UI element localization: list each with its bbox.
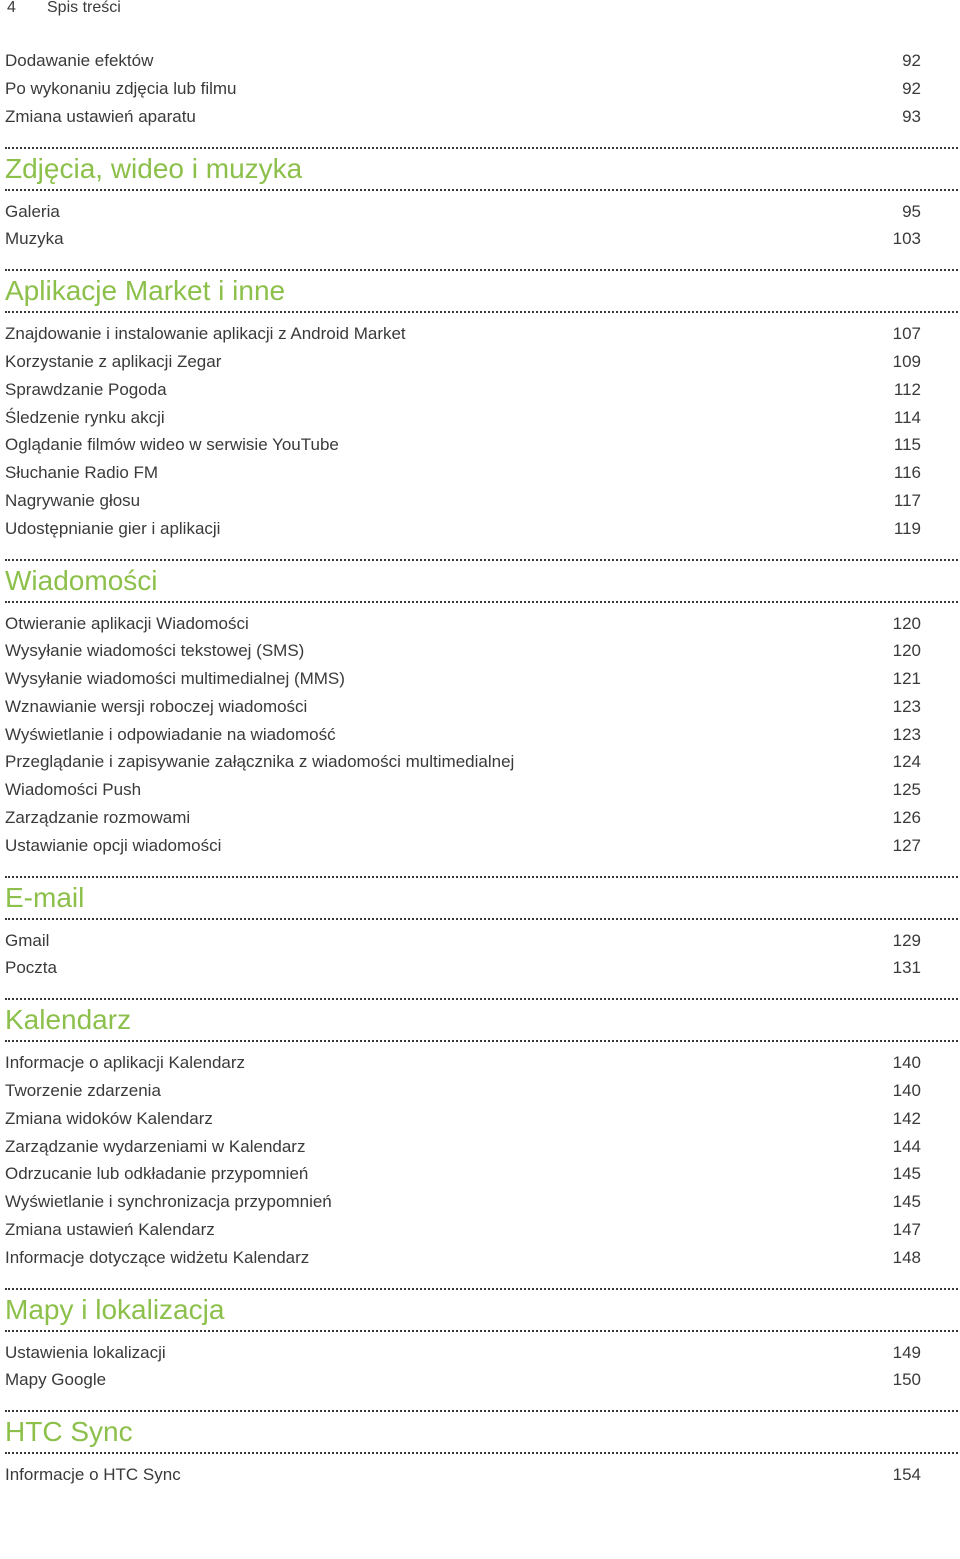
toc-entry-title: Poczta [5, 958, 57, 978]
toc-entry-title: Zmiana ustawień aparatu [5, 106, 196, 126]
toc-entry-page-number: 115 [893, 435, 921, 455]
page-header-title: Spis treści [47, 0, 121, 16]
toc-entry[interactable] [5, 955, 921, 981]
toc-entry-page-number: 123 [892, 696, 921, 716]
section-divider [5, 1410, 958, 1412]
section-heading-underline [5, 601, 958, 603]
section-divider [5, 559, 958, 561]
toc-entry-page-number: 114 [893, 407, 921, 427]
toc-entry[interactable] [5, 777, 921, 803]
toc-entry[interactable] [5, 666, 921, 692]
toc-entry-page-number: 126 [892, 807, 921, 827]
toc-entry-title: Nagrywanie głosu [5, 490, 141, 510]
toc-entry[interactable] [5, 1106, 921, 1132]
toc-entry-title: Wyświetlanie i synchronizacja przypomnień [5, 1192, 332, 1211]
toc-entry[interactable] [5, 1340, 921, 1366]
toc-entry-title: Przeglądanie i zapisywanie załącznika z wiadomości multimedialnej [5, 752, 515, 772]
toc-entry[interactable] [5, 749, 921, 775]
toc-entry-title: Sprawdzanie Pogoda [5, 379, 167, 399]
toc-entry-page-number: 140 [892, 1053, 921, 1073]
toc-entry-page-number: 145 [892, 1164, 921, 1184]
section-divider [5, 1288, 958, 1290]
toc-entry[interactable] [5, 805, 921, 831]
toc-entry[interactable] [5, 432, 921, 458]
toc-entry-title: Otwieranie aplikacji Wiadomości [5, 613, 249, 633]
toc-entry-page-number: 147 [892, 1219, 921, 1239]
toc-entry-page-number: 92 [902, 78, 921, 98]
toc-entry-page-number: 117 [893, 490, 921, 510]
toc-entry-title: Muzyka [5, 229, 64, 249]
toc-entry-title: Śledzenie rynku akcji [5, 407, 165, 427]
toc-entry-page-number: 145 [892, 1192, 921, 1211]
toc-entry-page-number: 148 [892, 1247, 921, 1267]
toc-entry-title: Zarządzanie wydarzeniami w Kalendarz [5, 1136, 306, 1156]
toc-entry-page-number: 92 [902, 51, 921, 70]
toc-entry-page-number: 93 [902, 106, 921, 126]
section-divider [5, 147, 958, 149]
toc-entry[interactable] [5, 349, 921, 375]
toc-entry-title: Informacje o HTC Sync [5, 1465, 181, 1485]
toc-entry-title: Informacje dotyczące widżetu Kalendarz [5, 1247, 310, 1267]
toc-entry-page-number: 112 [893, 379, 921, 399]
toc-entry-title: Oglądanie filmów wideo w serwisie YouTube [5, 435, 339, 455]
section-divider [5, 269, 958, 271]
section-heading-underline [5, 1040, 958, 1042]
toc-entry-page-number: 129 [892, 930, 921, 950]
toc-entry[interactable] [5, 1462, 921, 1488]
section-divider [5, 876, 958, 878]
toc-entry-title: Ustawianie opcji wiadomości [5, 835, 222, 855]
toc-entry-title: Galeria [5, 201, 60, 221]
toc-entry[interactable] [5, 928, 921, 954]
toc-entry-page-number: 109 [892, 352, 921, 371]
toc-entry-page-number: 144 [892, 1136, 921, 1156]
toc-entry-page-number: 120 [892, 613, 921, 633]
toc-entry[interactable] [5, 638, 921, 664]
toc-entry-page-number: 154 [892, 1465, 921, 1485]
toc-entry-page-number: 127 [892, 835, 921, 855]
toc-entry[interactable] [5, 405, 921, 431]
toc-entry-title: Odrzucanie lub odkładanie przypomnień [5, 1164, 309, 1184]
toc-entry-page-number: 149 [892, 1342, 921, 1362]
toc-entry-page-number: 119 [893, 518, 921, 538]
section-heading[interactable]: Zdjęcia, wideo i muzyka [5, 152, 303, 184]
section-heading[interactable]: Wiadomości [5, 564, 158, 596]
toc-entry-page-number: 123 [892, 724, 921, 744]
toc-entry[interactable] [5, 1245, 921, 1271]
toc-entry-title: Mapy Google [5, 1370, 107, 1390]
toc-entry-page-number: 131 [892, 958, 921, 978]
section-heading[interactable]: Kalendarz [5, 1004, 132, 1036]
toc-entry-page-number: 103 [892, 229, 921, 249]
toc-entry[interactable] [5, 377, 921, 403]
section-heading-underline [5, 918, 958, 920]
toc-entry-page-number: 124 [892, 752, 921, 772]
toc-entry[interactable] [5, 1134, 921, 1160]
toc-entry[interactable] [5, 488, 921, 514]
toc-entry-title: Słuchanie Radio FM [5, 463, 159, 482]
toc-entry[interactable] [5, 321, 921, 347]
toc-entry[interactable] [5, 1078, 921, 1104]
section-heading-underline [5, 1330, 958, 1332]
section-heading[interactable]: Mapy i lokalizacja [5, 1293, 225, 1325]
toc-entry[interactable] [5, 199, 921, 225]
toc-entry[interactable] [5, 1189, 921, 1215]
toc-entry-title: Gmail [5, 930, 50, 950]
toc-entry-title: Zarządzanie rozmowami [5, 807, 191, 827]
section-divider [5, 998, 958, 1000]
section-heading-underline [5, 189, 958, 191]
toc-entry-title: Korzystanie z aplikacji Zegar [5, 352, 222, 371]
toc-entry[interactable] [5, 48, 921, 74]
toc-entry[interactable] [5, 1050, 921, 1076]
toc-entry-page-number: 116 [893, 463, 921, 482]
section-heading[interactable]: Aplikacje Market i inne [5, 275, 286, 307]
toc-entry[interactable] [5, 1367, 921, 1393]
toc-entry[interactable] [5, 76, 921, 102]
toc-entry-title: Tworzenie zdarzenia [5, 1081, 161, 1100]
toc-entry[interactable] [5, 694, 921, 720]
toc-entry-page-number: 142 [892, 1108, 921, 1128]
toc-entry[interactable] [5, 226, 921, 252]
toc-entry-title: Dodawanie efektów [5, 51, 154, 70]
toc-entry-title: Informacje o aplikacji Kalendarz [5, 1053, 246, 1073]
toc-entry[interactable] [5, 722, 921, 748]
toc-entry[interactable] [5, 516, 921, 542]
toc-entry-title: Wznawianie wersji roboczej wiadomości [5, 696, 308, 716]
toc-entry-title: Wysyłanie wiadomości tekstowej (SMS) [5, 641, 305, 661]
toc-entry-page-number: 140 [892, 1081, 921, 1100]
section-heading[interactable]: E-mail [5, 881, 85, 913]
toc-entry-title: Wiadomości Push [5, 780, 142, 799]
toc-entry-title: Zmiana widoków Kalendarz [5, 1108, 213, 1128]
toc-entry-page-number: 107 [892, 324, 921, 344]
toc-entry-title: Znajdowanie i instalowanie aplikacji z Android Market [5, 324, 406, 344]
toc-entry[interactable] [5, 1217, 921, 1243]
toc-entry-page-number: 125 [892, 780, 921, 799]
toc-entry-title: Zmiana ustawień Kalendarz [5, 1219, 215, 1239]
toc-entry-page-number: 120 [892, 641, 921, 661]
toc-entry[interactable] [5, 104, 921, 130]
page-number: 4 [7, 0, 16, 16]
toc-entry[interactable] [5, 460, 921, 486]
toc-entry-title: Wysyłanie wiadomości multimedialnej (MMS) [5, 669, 345, 688]
toc-entry-title: Po wykonaniu zdjęcia lub filmu [5, 78, 237, 98]
toc-entry-title: Wyświetlanie i odpowiadanie na wiadomość [5, 724, 336, 744]
toc-entry[interactable] [5, 1161, 921, 1187]
toc-entry-title: Udostępnianie gier i aplikacji [5, 518, 221, 538]
toc-entry[interactable] [5, 833, 921, 859]
section-heading-underline [5, 311, 958, 313]
toc-entry-title: Ustawienia lokalizacji [5, 1342, 166, 1362]
section-heading[interactable]: HTC Sync [5, 1416, 133, 1448]
toc-entry-page-number: 150 [892, 1370, 921, 1390]
toc-entry-page-number: 121 [892, 669, 921, 688]
toc-entry[interactable] [5, 611, 921, 637]
page-header [7, 0, 121, 18]
toc-entry-page-number: 95 [902, 201, 921, 221]
section-heading-underline [5, 1452, 958, 1454]
